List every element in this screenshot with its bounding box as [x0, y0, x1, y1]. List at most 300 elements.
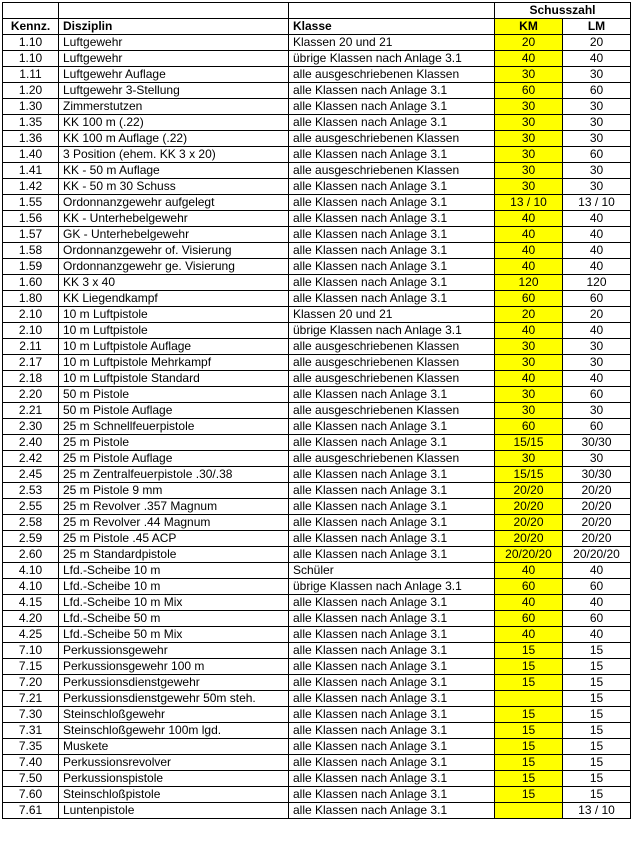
cell-kennz: 7.40: [3, 755, 59, 771]
cell-klasse: alle Klassen nach Anlage 3.1: [289, 275, 495, 291]
cell-lm: 30: [563, 403, 631, 419]
cell-kennz: 7.30: [3, 707, 59, 723]
cell-lm: 40: [563, 371, 631, 387]
header-blank-cell: [59, 3, 289, 19]
cell-lm: 13 / 10: [563, 195, 631, 211]
header-kennz: Kennz.: [3, 19, 59, 35]
cell-disziplin: Ordonnanzgewehr aufgelegt: [59, 195, 289, 211]
cell-kennz: 1.40: [3, 147, 59, 163]
table-row: [3, 515, 631, 531]
cell-lm: 15: [563, 787, 631, 803]
table-row: [3, 787, 631, 803]
cell-klasse: alle ausgeschriebenen Klassen: [289, 67, 495, 83]
cell-disziplin: 25 m Pistole .45 ACP: [59, 531, 289, 547]
cell-lm: 40: [563, 323, 631, 339]
cell-kennz: 1.11: [3, 67, 59, 83]
cell-disziplin: Steinschloßgewehr: [59, 707, 289, 723]
cell-kennz: 1.10: [3, 51, 59, 67]
table-row: [3, 323, 631, 339]
cell-klasse: alle ausgeschriebenen Klassen: [289, 451, 495, 467]
cell-kennz: 2.18: [3, 371, 59, 387]
table-header: [3, 3, 631, 35]
cell-lm: 15: [563, 659, 631, 675]
cell-disziplin: 10 m Luftpistole: [59, 323, 289, 339]
cell-km: 30: [495, 387, 563, 403]
cell-kennz: 7.50: [3, 771, 59, 787]
cell-km: 15: [495, 771, 563, 787]
cell-disziplin: 25 m Standardpistole: [59, 547, 289, 563]
table-row: [3, 563, 631, 579]
cell-disziplin: Ordonnanzgewehr ge. Visierung: [59, 259, 289, 275]
cell-disziplin: Luftgewehr Auflage: [59, 67, 289, 83]
cell-km: 30: [495, 67, 563, 83]
shot-count-table: [2, 2, 631, 819]
cell-klasse: alle Klassen nach Anlage 3.1: [289, 627, 495, 643]
cell-disziplin: Lfd.-Scheibe 10 m: [59, 563, 289, 579]
cell-km: 40: [495, 563, 563, 579]
table-row: [3, 83, 631, 99]
cell-lm: 15: [563, 755, 631, 771]
table-row: [3, 659, 631, 675]
cell-klasse: alle Klassen nach Anlage 3.1: [289, 739, 495, 755]
cell-kennz: 7.31: [3, 723, 59, 739]
cell-disziplin: KK 3 x 40: [59, 275, 289, 291]
cell-disziplin: 50 m Pistole: [59, 387, 289, 403]
cell-kennz: 1.55: [3, 195, 59, 211]
table-row: [3, 579, 631, 595]
cell-klasse: alle ausgeschriebenen Klassen: [289, 355, 495, 371]
cell-disziplin: Ordonnanzgewehr of. Visierung: [59, 243, 289, 259]
cell-km: 120: [495, 275, 563, 291]
cell-disziplin: Zimmerstutzen: [59, 99, 289, 115]
cell-disziplin: 3 Position (ehem. KK 3 x 20): [59, 147, 289, 163]
cell-klasse: alle Klassen nach Anlage 3.1: [289, 115, 495, 131]
cell-disziplin: GK - Unterhebelgewehr: [59, 227, 289, 243]
cell-lm: 13 / 10: [563, 803, 631, 819]
cell-km: 20: [495, 35, 563, 51]
cell-disziplin: 50 m Pistole Auflage: [59, 403, 289, 419]
cell-disziplin: 10 m Luftpistole Standard: [59, 371, 289, 387]
cell-disziplin: Perkussionsrevolver: [59, 755, 289, 771]
cell-lm: 40: [563, 259, 631, 275]
cell-lm: 20/20: [563, 499, 631, 515]
table-row: [3, 723, 631, 739]
cell-klasse: alle Klassen nach Anlage 3.1: [289, 211, 495, 227]
cell-kennz: 2.45: [3, 467, 59, 483]
cell-klasse: alle Klassen nach Anlage 3.1: [289, 755, 495, 771]
cell-lm: 15: [563, 675, 631, 691]
cell-disziplin: Steinschloßpistole: [59, 787, 289, 803]
cell-km: 40: [495, 595, 563, 611]
cell-kennz: 1.57: [3, 227, 59, 243]
cell-lm: 60: [563, 387, 631, 403]
cell-klasse: alle Klassen nach Anlage 3.1: [289, 547, 495, 563]
cell-km: 60: [495, 291, 563, 307]
cell-klasse: alle Klassen nach Anlage 3.1: [289, 531, 495, 547]
cell-km: 30: [495, 179, 563, 195]
cell-kennz: 2.42: [3, 451, 59, 467]
cell-klasse: alle Klassen nach Anlage 3.1: [289, 387, 495, 403]
cell-kennz: 1.60: [3, 275, 59, 291]
cell-lm: 15: [563, 643, 631, 659]
cell-kennz: 1.58: [3, 243, 59, 259]
cell-kennz: 4.25: [3, 627, 59, 643]
cell-kennz: 2.10: [3, 307, 59, 323]
cell-kennz: 1.41: [3, 163, 59, 179]
cell-km: 15: [495, 723, 563, 739]
cell-kennz: 2.40: [3, 435, 59, 451]
cell-klasse: alle Klassen nach Anlage 3.1: [289, 515, 495, 531]
cell-km: 60: [495, 579, 563, 595]
cell-klasse: alle ausgeschriebenen Klassen: [289, 403, 495, 419]
table-row: [3, 307, 631, 323]
header-km: KM: [495, 19, 563, 35]
cell-km: 15: [495, 739, 563, 755]
cell-disziplin: Lfd.-Scheibe 10 m Mix: [59, 595, 289, 611]
cell-km: 40: [495, 259, 563, 275]
table-row: [3, 467, 631, 483]
cell-kennz: 2.55: [3, 499, 59, 515]
cell-km: 60: [495, 83, 563, 99]
cell-klasse: alle Klassen nach Anlage 3.1: [289, 771, 495, 787]
cell-km: 30: [495, 131, 563, 147]
cell-km: 20/20: [495, 499, 563, 515]
cell-kennz: 7.20: [3, 675, 59, 691]
cell-kennz: 1.80: [3, 291, 59, 307]
cell-lm: 30: [563, 131, 631, 147]
header-row-group: [3, 3, 631, 19]
cell-lm: 20/20: [563, 483, 631, 499]
cell-klasse: übrige Klassen nach Anlage 3.1: [289, 323, 495, 339]
cell-lm: 40: [563, 627, 631, 643]
cell-lm: 30: [563, 115, 631, 131]
cell-kennz: 1.42: [3, 179, 59, 195]
cell-disziplin: KK - 50 m 30 Schuss: [59, 179, 289, 195]
table-row: [3, 227, 631, 243]
cell-km: 40: [495, 371, 563, 387]
cell-disziplin: 25 m Zentralfeuerpistole .30/.38: [59, 467, 289, 483]
cell-kennz: 7.15: [3, 659, 59, 675]
cell-disziplin: KK - Unterhebelgewehr: [59, 211, 289, 227]
cell-klasse: alle Klassen nach Anlage 3.1: [289, 483, 495, 499]
cell-disziplin: 25 m Schnellfeuerpistole: [59, 419, 289, 435]
cell-kennz: 7.61: [3, 803, 59, 819]
table-row: [3, 355, 631, 371]
cell-km: 30: [495, 451, 563, 467]
header-klasse: Klasse: [289, 19, 495, 35]
table-row: [3, 675, 631, 691]
cell-lm: 40: [563, 211, 631, 227]
table-row: [3, 51, 631, 67]
cell-km: 40: [495, 627, 563, 643]
cell-kennz: 2.53: [3, 483, 59, 499]
cell-disziplin: Lfd.-Scheibe 50 m: [59, 611, 289, 627]
cell-km: 30: [495, 355, 563, 371]
cell-klasse: alle Klassen nach Anlage 3.1: [289, 675, 495, 691]
table-row: [3, 211, 631, 227]
cell-disziplin: Steinschloßgewehr 100m lgd.: [59, 723, 289, 739]
table-row: [3, 483, 631, 499]
cell-lm: 15: [563, 739, 631, 755]
cell-lm: 20/20: [563, 515, 631, 531]
cell-km: [495, 691, 563, 707]
cell-km: 20/20/20: [495, 547, 563, 563]
table-row: [3, 739, 631, 755]
cell-km: 20/20: [495, 483, 563, 499]
cell-klasse: alle Klassen nach Anlage 3.1: [289, 147, 495, 163]
table-row: [3, 419, 631, 435]
cell-klasse: übrige Klassen nach Anlage 3.1: [289, 579, 495, 595]
cell-kennz: 2.21: [3, 403, 59, 419]
cell-lm: 30: [563, 67, 631, 83]
cell-kennz: 1.20: [3, 83, 59, 99]
cell-km: 40: [495, 323, 563, 339]
cell-disziplin: Perkussionsgewehr 100 m: [59, 659, 289, 675]
cell-kennz: 2.11: [3, 339, 59, 355]
cell-lm: 20: [563, 307, 631, 323]
cell-klasse: alle Klassen nach Anlage 3.1: [289, 643, 495, 659]
cell-lm: 60: [563, 579, 631, 595]
cell-disziplin: 25 m Pistole 9 mm: [59, 483, 289, 499]
cell-kennz: 4.10: [3, 579, 59, 595]
cell-kennz: 1.10: [3, 35, 59, 51]
cell-km: 15: [495, 755, 563, 771]
cell-lm: 15: [563, 691, 631, 707]
cell-km: 20: [495, 307, 563, 323]
cell-disziplin: 25 m Revolver .357 Magnum: [59, 499, 289, 515]
cell-disziplin: KK 100 m (.22): [59, 115, 289, 131]
table-row: [3, 691, 631, 707]
cell-klasse: alle Klassen nach Anlage 3.1: [289, 611, 495, 627]
cell-kennz: 2.10: [3, 323, 59, 339]
table-row: [3, 451, 631, 467]
cell-klasse: alle ausgeschriebenen Klassen: [289, 339, 495, 355]
cell-klasse: alle Klassen nach Anlage 3.1: [289, 227, 495, 243]
cell-kennz: 7.10: [3, 643, 59, 659]
cell-klasse: alle Klassen nach Anlage 3.1: [289, 99, 495, 115]
cell-klasse: Schüler: [289, 563, 495, 579]
table-row: [3, 243, 631, 259]
cell-klasse: alle ausgeschriebenen Klassen: [289, 163, 495, 179]
cell-lm: 15: [563, 771, 631, 787]
table-body: [3, 35, 631, 819]
table-row: [3, 531, 631, 547]
cell-lm: 30: [563, 179, 631, 195]
cell-klasse: alle Klassen nach Anlage 3.1: [289, 499, 495, 515]
cell-kennz: 4.15: [3, 595, 59, 611]
cell-disziplin: Luftgewehr: [59, 35, 289, 51]
cell-disziplin: 25 m Pistole: [59, 435, 289, 451]
cell-km: 30: [495, 115, 563, 131]
cell-disziplin: Luftgewehr: [59, 51, 289, 67]
cell-disziplin: KK - 50 m Auflage: [59, 163, 289, 179]
table-row: [3, 259, 631, 275]
cell-km: 60: [495, 611, 563, 627]
cell-lm: 40: [563, 227, 631, 243]
cell-km: 30: [495, 163, 563, 179]
cell-lm: 60: [563, 83, 631, 99]
cell-kennz: 1.59: [3, 259, 59, 275]
cell-kennz: 2.30: [3, 419, 59, 435]
table-row: [3, 67, 631, 83]
table-row: [3, 755, 631, 771]
header-row-columns: [3, 19, 631, 35]
table-row: [3, 275, 631, 291]
table-row: [3, 371, 631, 387]
cell-klasse: alle Klassen nach Anlage 3.1: [289, 707, 495, 723]
cell-lm: 20: [563, 35, 631, 51]
cell-disziplin: Perkussionsdienstgewehr 50m steh.: [59, 691, 289, 707]
cell-km: 30: [495, 99, 563, 115]
header-disziplin: Disziplin: [59, 19, 289, 35]
cell-disziplin: Lfd.-Scheibe 50 m Mix: [59, 627, 289, 643]
cell-disziplin: KK Liegendkampf: [59, 291, 289, 307]
cell-disziplin: KK 100 m Auflage (.22): [59, 131, 289, 147]
cell-kennz: 2.60: [3, 547, 59, 563]
cell-lm: 60: [563, 611, 631, 627]
cell-lm: 30: [563, 339, 631, 355]
table-row: [3, 547, 631, 563]
cell-klasse: alle Klassen nach Anlage 3.1: [289, 291, 495, 307]
cell-lm: 40: [563, 563, 631, 579]
cell-kennz: 2.59: [3, 531, 59, 547]
table-row: [3, 435, 631, 451]
table-row: [3, 771, 631, 787]
cell-kennz: 7.60: [3, 787, 59, 803]
table-row: [3, 707, 631, 723]
cell-km: 40: [495, 227, 563, 243]
cell-km: 15: [495, 643, 563, 659]
cell-km: 40: [495, 51, 563, 67]
cell-kennz: 1.36: [3, 131, 59, 147]
table-row: [3, 35, 631, 51]
cell-disziplin: Lfd.-Scheibe 10 m: [59, 579, 289, 595]
cell-kennz: 1.30: [3, 99, 59, 115]
cell-klasse: alle Klassen nach Anlage 3.1: [289, 179, 495, 195]
cell-lm: 60: [563, 419, 631, 435]
cell-disziplin: 25 m Revolver .44 Magnum: [59, 515, 289, 531]
cell-km: 30: [495, 339, 563, 355]
cell-lm: 60: [563, 291, 631, 307]
table-row: [3, 179, 631, 195]
table-row: [3, 163, 631, 179]
cell-klasse: alle Klassen nach Anlage 3.1: [289, 243, 495, 259]
cell-disziplin: Perkussionsdienstgewehr: [59, 675, 289, 691]
table-row: [3, 99, 631, 115]
table-row: [3, 115, 631, 131]
cell-klasse: alle Klassen nach Anlage 3.1: [289, 691, 495, 707]
cell-km: 15/15: [495, 435, 563, 451]
table-row: [3, 339, 631, 355]
cell-kennz: 1.35: [3, 115, 59, 131]
header-blank-cell: [289, 3, 495, 19]
cell-klasse: alle Klassen nach Anlage 3.1: [289, 467, 495, 483]
cell-lm: 30: [563, 163, 631, 179]
cell-klasse: alle Klassen nach Anlage 3.1: [289, 419, 495, 435]
cell-lm: 40: [563, 51, 631, 67]
cell-disziplin: 10 m Luftpistole Mehrkampf: [59, 355, 289, 371]
cell-lm: 60: [563, 147, 631, 163]
cell-km: 15: [495, 707, 563, 723]
cell-km: 30: [495, 147, 563, 163]
table-row: [3, 595, 631, 611]
cell-km: 40: [495, 243, 563, 259]
cell-kennz: 1.56: [3, 211, 59, 227]
cell-km: 20/20: [495, 515, 563, 531]
cell-disziplin: 10 m Luftpistole: [59, 307, 289, 323]
cell-kennz: 4.10: [3, 563, 59, 579]
cell-klasse: alle ausgeschriebenen Klassen: [289, 371, 495, 387]
header-blank-cell: [3, 3, 59, 19]
cell-kennz: 2.17: [3, 355, 59, 371]
cell-lm: 40: [563, 595, 631, 611]
table-row: [3, 195, 631, 211]
cell-klasse: alle Klassen nach Anlage 3.1: [289, 723, 495, 739]
cell-lm: 30: [563, 451, 631, 467]
cell-lm: 30: [563, 99, 631, 115]
cell-kennz: 2.20: [3, 387, 59, 403]
cell-lm: 30/30: [563, 467, 631, 483]
cell-lm: 20/20: [563, 531, 631, 547]
cell-km: 15: [495, 675, 563, 691]
table-row: [3, 131, 631, 147]
cell-klasse: alle Klassen nach Anlage 3.1: [289, 83, 495, 99]
cell-km: 60: [495, 419, 563, 435]
cell-klasse: Klassen 20 und 21: [289, 307, 495, 323]
cell-klasse: alle Klassen nach Anlage 3.1: [289, 803, 495, 819]
cell-km: 15: [495, 787, 563, 803]
cell-lm: 15: [563, 707, 631, 723]
table-row: [3, 643, 631, 659]
cell-disziplin: 10 m Luftpistole Auflage: [59, 339, 289, 355]
cell-lm: 15: [563, 723, 631, 739]
cell-disziplin: Luftgewehr 3-Stellung: [59, 83, 289, 99]
cell-klasse: alle Klassen nach Anlage 3.1: [289, 259, 495, 275]
cell-klasse: alle Klassen nach Anlage 3.1: [289, 787, 495, 803]
cell-klasse: alle Klassen nach Anlage 3.1: [289, 435, 495, 451]
table-row: [3, 403, 631, 419]
cell-lm: 120: [563, 275, 631, 291]
cell-km: 40: [495, 211, 563, 227]
cell-disziplin: 25 m Pistole Auflage: [59, 451, 289, 467]
cell-km: 15: [495, 659, 563, 675]
cell-km: 15/15: [495, 467, 563, 483]
table-row: [3, 611, 631, 627]
table-row: [3, 627, 631, 643]
cell-klasse: alle Klassen nach Anlage 3.1: [289, 595, 495, 611]
header-lm: LM: [563, 19, 631, 35]
cell-lm: 30: [563, 355, 631, 371]
cell-lm: 30/30: [563, 435, 631, 451]
cell-disziplin: Luntenpistole: [59, 803, 289, 819]
cell-disziplin: Perkussionsgewehr: [59, 643, 289, 659]
cell-disziplin: Muskete: [59, 739, 289, 755]
cell-lm: 40: [563, 243, 631, 259]
cell-klasse: übrige Klassen nach Anlage 3.1: [289, 51, 495, 67]
cell-disziplin: Perkussionspistole: [59, 771, 289, 787]
cell-klasse: alle Klassen nach Anlage 3.1: [289, 659, 495, 675]
cell-km: 13 / 10: [495, 195, 563, 211]
header-schusszahl: Schusszahl: [495, 3, 631, 19]
table-row: [3, 147, 631, 163]
cell-klasse: Klassen 20 und 21: [289, 35, 495, 51]
cell-klasse: alle Klassen nach Anlage 3.1: [289, 195, 495, 211]
table-row: [3, 803, 631, 819]
table-row: [3, 387, 631, 403]
cell-klasse: alle ausgeschriebenen Klassen: [289, 131, 495, 147]
table-row: [3, 499, 631, 515]
cell-lm: 20/20/20: [563, 547, 631, 563]
